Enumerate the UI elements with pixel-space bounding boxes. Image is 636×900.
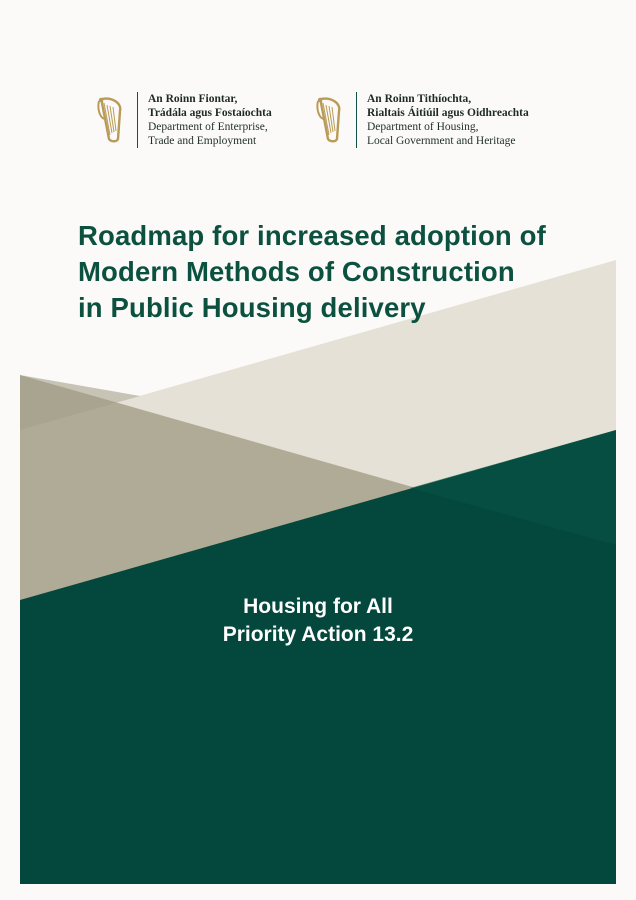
harp-icon <box>315 95 345 145</box>
logo-divider <box>356 92 357 148</box>
harp-icon <box>96 95 126 145</box>
logo-divider <box>137 92 138 148</box>
logo-enterprise <box>96 92 272 150</box>
document-title <box>78 218 598 326</box>
logo-irish-line: Rialtais Áitiúil agus Oidhreachta <box>367 107 529 119</box>
logo-irish-line: An Roinn Tithíochta, <box>367 93 472 105</box>
title-line: Modern Methods of Construction <box>78 256 515 287</box>
logo-irish-line: Trádála agus Fostaíochta <box>148 107 272 119</box>
document-subtitle <box>0 593 636 649</box>
subtitle-line: Housing for All <box>243 595 393 618</box>
logo-irish-line: An Roinn Fiontar, <box>148 93 238 105</box>
logo-enterprise-text <box>148 92 272 148</box>
logo-english-line: Department of Enterprise, <box>148 121 268 133</box>
title-line: in Public Housing delivery <box>78 292 426 323</box>
logo-english-line: Department of Housing, <box>367 121 479 133</box>
logo-housing-text <box>367 92 529 148</box>
title-line: Roadmap for increased adoption of <box>78 220 546 251</box>
logo-english-line: Trade and Employment <box>148 135 257 147</box>
logo-english-line: Local Government and Heritage <box>367 135 516 147</box>
logo-housing <box>315 92 529 150</box>
subtitle-line: Priority Action 13.2 <box>222 623 414 646</box>
